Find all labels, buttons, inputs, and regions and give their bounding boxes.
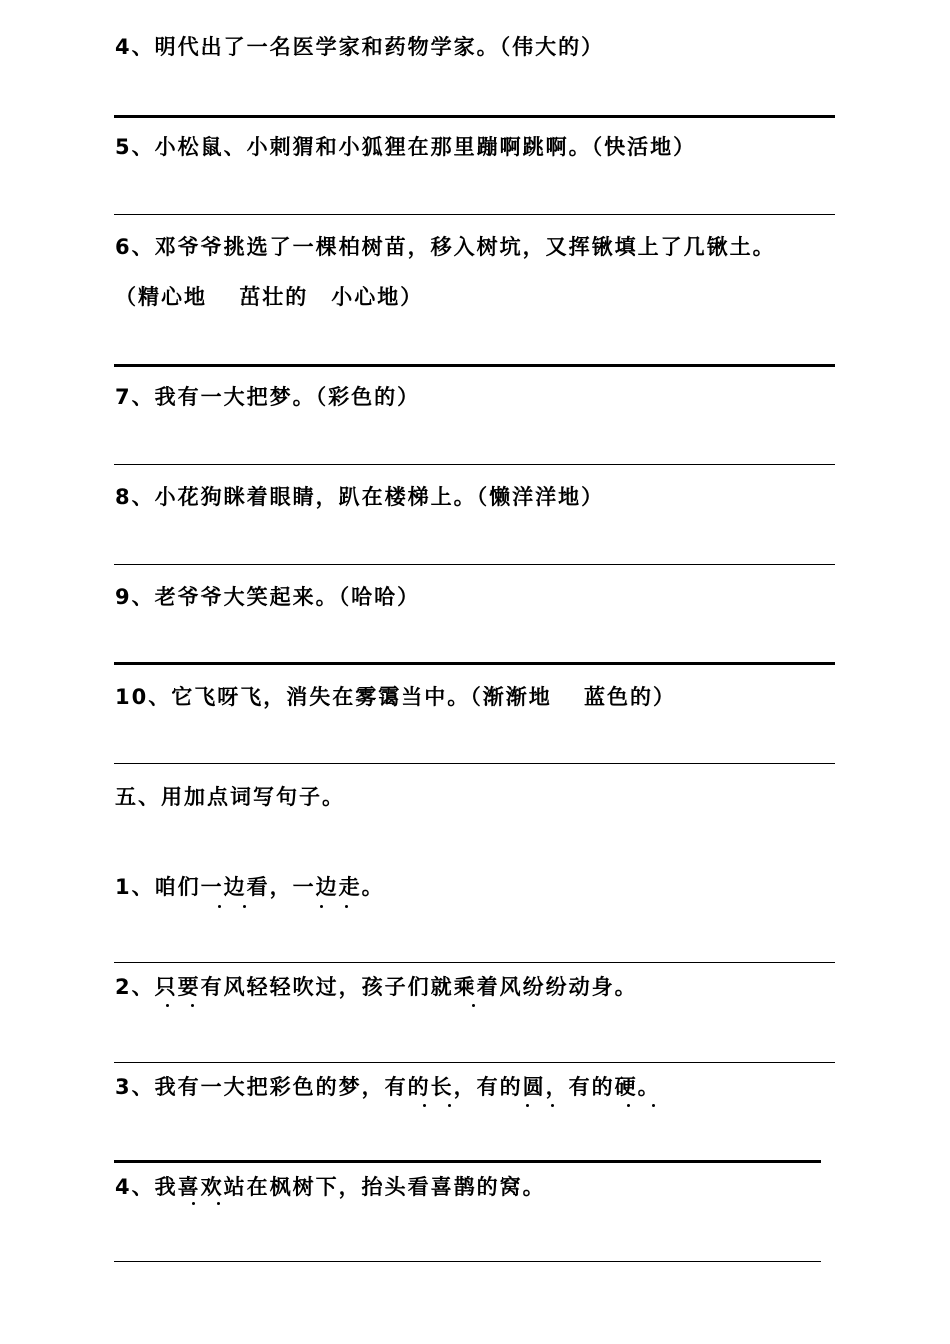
answer-line [114, 464, 835, 465]
answer-line [114, 1062, 835, 1063]
emphasis-dot [423, 1104, 426, 1107]
exercise-item-6-words: （精心地 茁壮的 小心地） [115, 285, 424, 309]
exercise-item-9: 9、老爷爷大笑起来。（哈哈） [115, 585, 421, 609]
answer-line [114, 962, 835, 963]
answer-line [114, 364, 835, 367]
exercise-item-8: 8、小花狗眯着眼睛，趴在楼梯上。（懒洋洋地） [115, 485, 605, 509]
sentence-1: 1、咱们一边看，一边走。 [115, 875, 385, 899]
emphasis-dot [345, 905, 348, 908]
exercise-item-4: 4、明代出了一名医学家和药物学家。（伟大的） [115, 35, 605, 59]
emphasis-dot [448, 1104, 451, 1107]
sentence-3: 3、我有一大把彩色的梦，有的长，有的圆，有的硬。 [115, 1075, 661, 1099]
emphasis-dot [192, 1202, 195, 1205]
answer-line [114, 1160, 821, 1163]
sentence-2: 2、只要有风轻轻吹过，孩子们就乘着风纷纷动身。 [115, 975, 638, 999]
answer-line [114, 214, 835, 215]
answer-line [114, 564, 835, 565]
emphasis-dot [218, 905, 221, 908]
emphasis-dot [320, 905, 323, 908]
emphasis-dot [243, 905, 246, 908]
sentence-4: 4、我喜欢站在枫树下，抬头看喜鹊的窝。 [115, 1175, 546, 1199]
emphasis-dot [652, 1104, 655, 1107]
emphasis-dot [627, 1104, 630, 1107]
answer-line [114, 115, 835, 118]
emphasis-dot [526, 1104, 529, 1107]
answer-line [114, 763, 835, 764]
answer-line [114, 1261, 821, 1262]
answer-line [114, 662, 835, 665]
emphasis-dot [166, 1004, 169, 1007]
emphasis-dot [472, 1004, 475, 1007]
emphasis-dot [551, 1104, 554, 1107]
exercise-item-5: 5、小松鼠、小刺猬和小狐狸在那里蹦啊跳啊。（快活地） [115, 135, 697, 159]
emphasis-dot [217, 1202, 220, 1205]
exercise-item-10: 10、它飞呀飞，消失在雾霭当中。（渐渐地 蓝色的） [115, 685, 677, 709]
exercise-item-7: 7、我有一大把梦。（彩色的） [115, 385, 421, 409]
emphasis-dot [191, 1004, 194, 1007]
exercise-item-6: 6、邓爷爷挑选了一棵柏树苗，移入树坑，又挥锹填上了几锹土。 [115, 235, 776, 259]
section-five-heading: 五、用加点词写句子。 [115, 785, 345, 809]
